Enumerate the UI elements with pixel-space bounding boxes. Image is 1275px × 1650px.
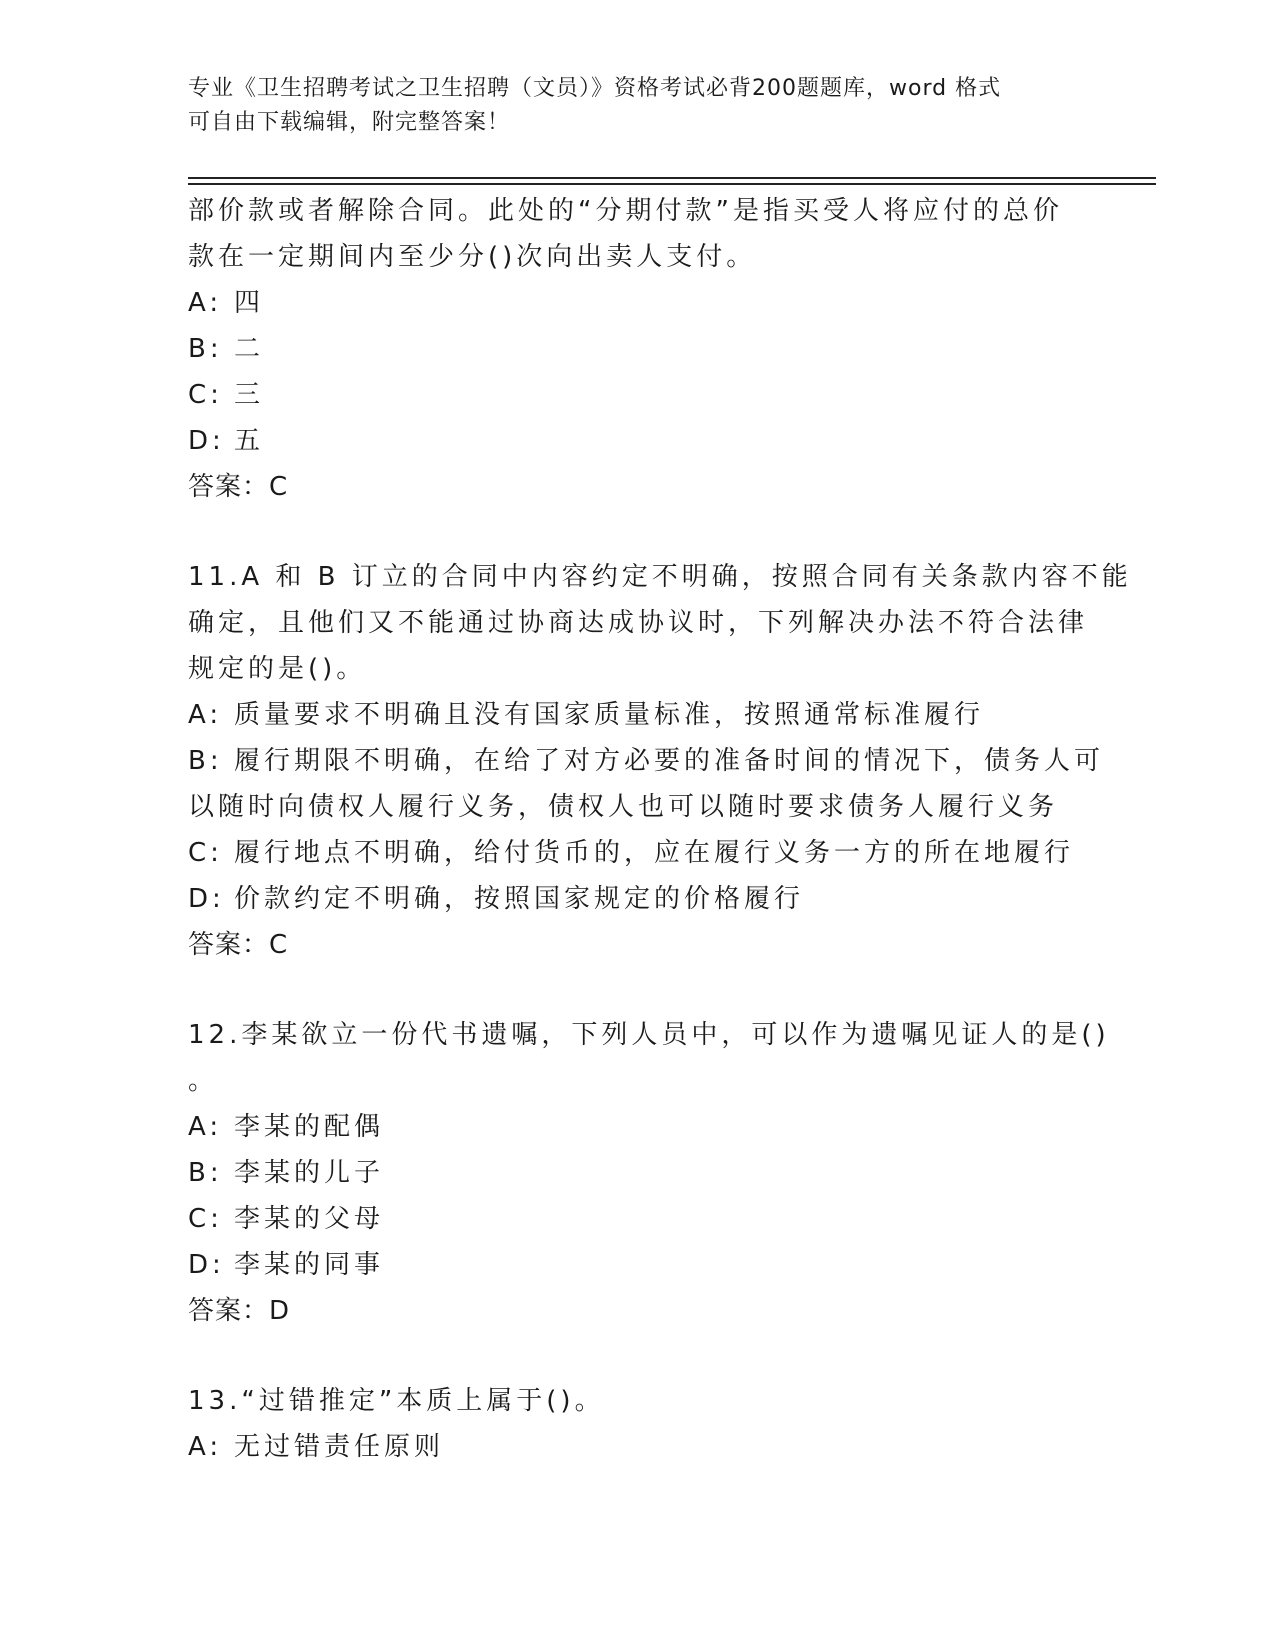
option-d: D: 价款约定不明确，按照国家规定的价格履行 xyxy=(188,884,805,914)
question-11 xyxy=(188,554,1132,968)
question-text-line: 确定，且他们又不能通过协商达成协议时，下列解决办法不符合法律 xyxy=(188,608,1089,638)
question-text-line: 规定的是()。 xyxy=(188,654,367,684)
option-c: C: 三 xyxy=(188,380,265,410)
question-text-line: 13.“过错推定”本质上属于()。 xyxy=(188,1386,605,1416)
question-13 xyxy=(188,1378,1078,1470)
option-c: C: 履行地点不明确，给付货币的，应在履行义务一方的所在地履行 xyxy=(188,838,1075,868)
question-text-line: 。 xyxy=(188,1066,219,1096)
option-b: B: 履行期限不明确，在给了对方必要的准备时间的情况下，债务人可 xyxy=(188,746,1105,776)
question-text-line: 12.李某欲立一份代书遗嘱，下列人员中，可以作为遗嘱见证人的是() xyxy=(188,1020,1110,1050)
option-c: C: 李某的父母 xyxy=(188,1204,385,1234)
option-a: A: 四 xyxy=(188,288,265,318)
document-header xyxy=(188,72,1068,140)
option-d: D: 李某的同事 xyxy=(188,1250,385,1280)
question-text-line: 款在一定期间内至少分()次向出卖人支付。 xyxy=(188,242,757,272)
header-rule-bottom xyxy=(188,183,1156,185)
question-12 xyxy=(188,1012,1110,1334)
question-text-line: 部价款或者解除合同。此处的“分期付款”是指买受人将应付的总价 xyxy=(188,196,1063,226)
option-a: A: 质量要求不明确且没有国家质量标准，按照通常标准履行 xyxy=(188,700,985,730)
header-line-2: 可自由下载编辑，附完整答案！ xyxy=(188,110,511,135)
option-a: A: 李某的配偶 xyxy=(188,1112,385,1142)
header-rule-top xyxy=(188,177,1156,179)
answer-line: 答案：C xyxy=(188,930,289,960)
answer-line: 答案：D xyxy=(188,1296,291,1326)
option-b-continued: 以随时向债权人履行义务，债权人也可以随时要求债务人履行义务 xyxy=(188,792,1059,822)
question-10 xyxy=(188,188,1078,510)
question-list xyxy=(188,188,1132,1470)
option-b: B: 二 xyxy=(188,334,265,364)
option-d: D: 五 xyxy=(188,426,265,456)
question-text-line: 11.A 和 B 订立的合同中内容约定不明确，按照合同有关条款内容不能 xyxy=(188,562,1132,592)
option-a: A: 无过错责任原则 xyxy=(188,1432,445,1462)
header-line-1: 专业《卫生招聘考试之卫生招聘（文员）》资格考试必背200题题库，word 格式 xyxy=(188,76,1002,101)
option-b: B: 李某的儿子 xyxy=(188,1158,385,1188)
answer-line: 答案：C xyxy=(188,472,289,502)
